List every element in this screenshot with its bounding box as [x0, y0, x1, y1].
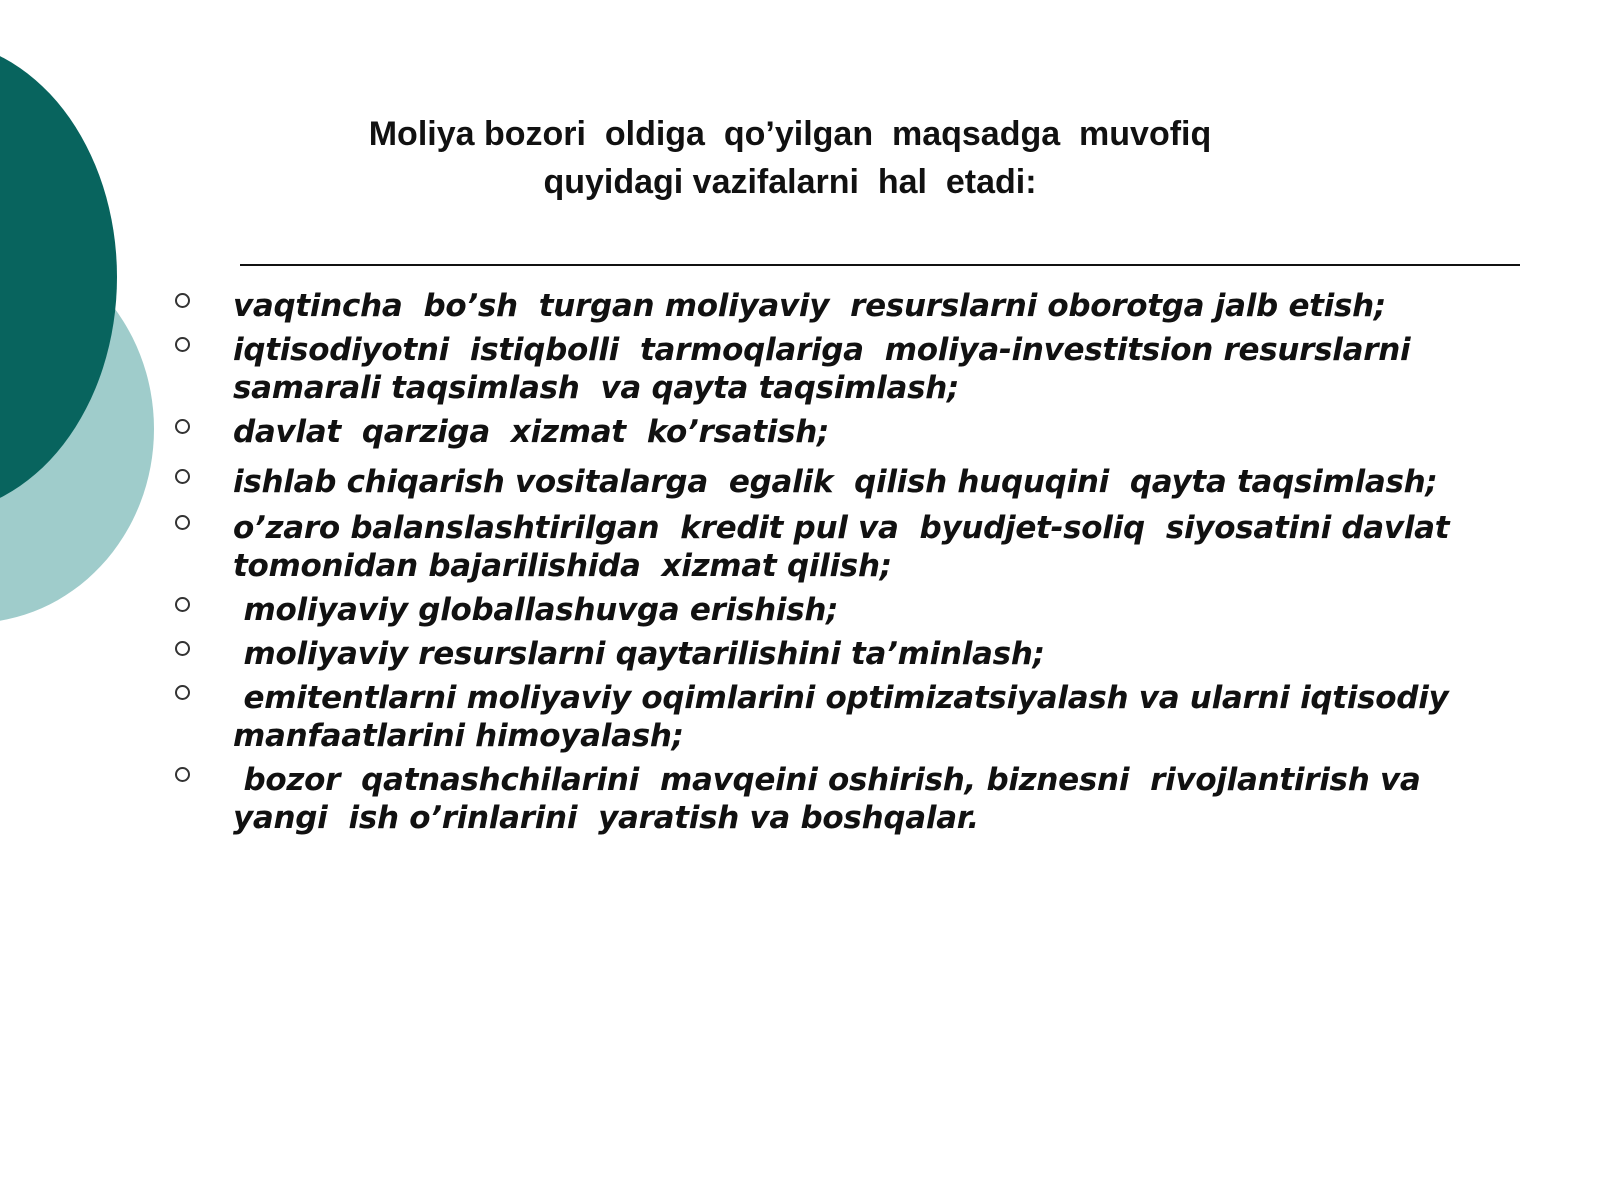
- bullet-list: [175, 287, 1505, 843]
- list-item: [175, 591, 1505, 629]
- list-item-text: vaqtincha bo’sh turgan moliyaviy resurslarni oborotga jalb etish;: [233, 288, 1387, 324]
- title-line: Moliya bozori oldiga qo’yilgan maqsadga muvofiq: [368, 115, 1212, 153]
- bullet-circle-icon: [175, 597, 190, 612]
- list-item: [175, 679, 1505, 755]
- list-item-text: bozor qatnashchilarini mavqeini oshirish, biznesni rivojlantirish va yangi ish o’rinlarini yaratish va boshqalar.: [233, 762, 1431, 836]
- bullet-circle-icon: [175, 767, 190, 782]
- list-item: [175, 761, 1505, 837]
- list-item: [175, 635, 1505, 673]
- bullet-circle-icon: [175, 641, 190, 656]
- list-item-text: davlat qarziga xizmat ko’rsatish;: [233, 414, 830, 450]
- bullet-circle-icon: [175, 293, 190, 308]
- list-item-text: ishlab chiqarish vositalarga egalik qilish huquqini qayta taqsimlash;: [233, 464, 1438, 500]
- list-item-text: moliyaviy resurslarni qaytarilishini ta’minlash;: [233, 636, 1045, 672]
- bullet-circle-icon: [175, 685, 190, 700]
- bullet-circle-icon: [175, 515, 190, 530]
- bullet-circle-icon: [175, 469, 190, 484]
- list-item-text: emitentlarni moliyaviy oqimlarini optimizatsiyalash va ularni iqtisodiy manfaatlarini himoyalash;: [233, 680, 1501, 754]
- bullet-circle-icon: [175, 419, 190, 434]
- list-item: [175, 413, 1505, 451]
- list-item: [175, 509, 1505, 585]
- list-item-text: o’zaro balanslashtirilgan kredit pul va byudjet-soliq siyosatini davlat tomonidan bajarilishida xizmat qilish;: [233, 510, 1471, 584]
- list-item: [175, 457, 1505, 507]
- title-divider: [240, 264, 1520, 266]
- list-item-text: iqtisodiyotni istiqbolli tarmoqlariga moliya-investitsion resurslarni samarali taqsimlash va qayta taqsimlash;: [233, 332, 1421, 406]
- slide-title: [240, 110, 1340, 206]
- list-item: [175, 331, 1505, 407]
- list-item-text: moliyaviy globallashuvga erishish;: [233, 592, 839, 628]
- list-item: [175, 287, 1505, 325]
- title-line: quyidagi vazifalarni hal etadi:: [543, 163, 1037, 201]
- bullet-circle-icon: [175, 337, 190, 352]
